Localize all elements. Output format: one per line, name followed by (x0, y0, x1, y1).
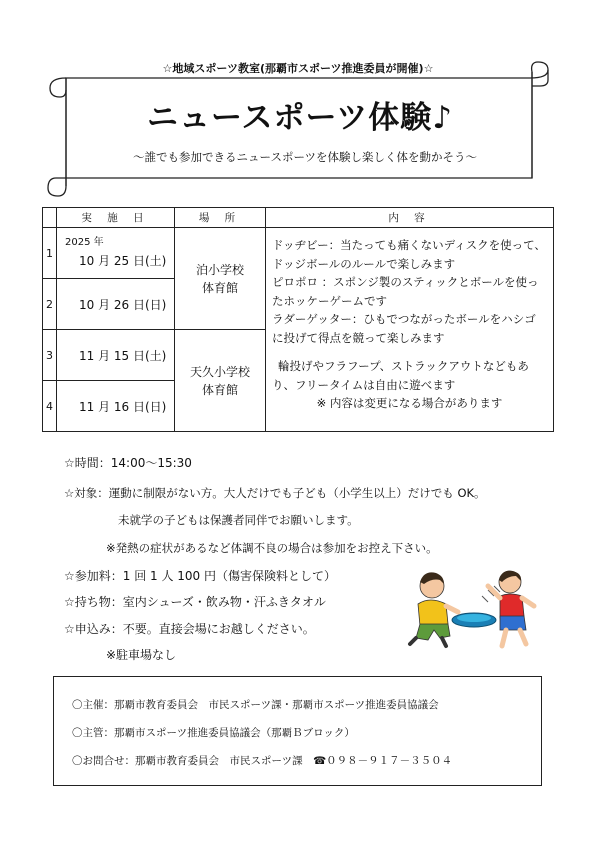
content-dodgebee: ドッヂビー：当たっても痛くないディスクを使って、ドッジボールのルールで楽しみます (272, 238, 546, 271)
contact-info: 〇お問合せ：那覇市教育委員会 市民スポーツ課 ☎０９８－９１７－３５０４ (72, 755, 453, 767)
apply-info: ☆申込み：不要。直接会場にお越しください。 (64, 622, 315, 636)
content-piropolo: ピロポロ ：スポンジ製のスティックとボールを使ったホッケーゲームです (272, 275, 539, 308)
target-note: 未就学の子どもは保護者同伴でお願いします。 (118, 513, 359, 527)
date-label: 10 月 26 日(日) (79, 298, 167, 312)
venue-name: 泊小学校 (195, 262, 244, 277)
content-free-time: 輪投げやフラフープ、ストラックアウトなどもあり、フリータイムは自由に遊べます (272, 359, 529, 392)
date-cell (57, 279, 175, 330)
host-info: 〇主催：那覇市教育委員会 市民スポーツ課・那覇市スポーツ推進委員協議会 (72, 699, 439, 711)
row-number: 2 (43, 279, 57, 330)
management-info: 〇主管：那覇市スポーツ推進委員協議会（那覇Ｂブロック） (72, 727, 355, 739)
date-cell (57, 228, 175, 279)
table-header-row (43, 208, 554, 228)
target-info: ☆対象：運動に制限がない方。大人だけでも子ども（小学生以上）だけでも OK。 (64, 486, 486, 500)
content-cell (266, 228, 554, 432)
page-subtitle: ～誰でも参加できるニュースポーツを体験し楽しく体を動かそう～ (133, 150, 477, 164)
table-row (43, 228, 554, 279)
date-label: 10 月 25 日(土) (79, 254, 167, 268)
venue-hall: 体育館 (201, 280, 238, 295)
year-label: 2025 年 (65, 237, 104, 248)
date-label: 11 月 16 日(日) (79, 400, 167, 414)
row-number: 1 (43, 228, 57, 279)
date-label: 11 月 15 日(土) (79, 349, 167, 363)
content-ladder-getter: ラダーゲッター：ひもでつながったボールをハシゴに投げて得点を競って楽しみます (272, 312, 536, 345)
row-number: 3 (43, 330, 57, 381)
header-date: 実 施 日 (57, 208, 175, 228)
fee-info: ☆参加料：1 回 1 人 100 円（傷害保険料として） (64, 569, 337, 583)
time-info: ☆時間：14:00～15:30 (64, 456, 192, 470)
venue-hall: 体育館 (201, 382, 238, 397)
date-cell (57, 381, 175, 432)
content-change-note: ※ 内容は変更になる場合があります (316, 396, 503, 410)
parking-note: ※駐車場なし (106, 648, 177, 662)
header-venue: 場 所 (175, 208, 266, 228)
venue-cell (175, 228, 266, 330)
date-cell (57, 330, 175, 381)
header-number (43, 208, 57, 228)
venue-cell (175, 330, 266, 432)
supertitle: ☆地域スポーツ教室(那覇市スポーツ推進委員が開催)☆ (162, 62, 434, 75)
header-content: 内 容 (266, 208, 554, 228)
health-note: ※発熱の症状があるなど体調不良の場合は参加をお控え下さい。 (106, 541, 438, 555)
page-title: ニュースポーツ体験♪ (147, 100, 453, 136)
schedule-table (42, 207, 554, 432)
kids-playing-illustration (402, 566, 542, 656)
items-info: ☆持ち物：室内シューズ・飲み物・汗ふきタオル (64, 595, 326, 609)
row-number: 4 (43, 381, 57, 432)
venue-name: 天久小学校 (189, 364, 250, 379)
